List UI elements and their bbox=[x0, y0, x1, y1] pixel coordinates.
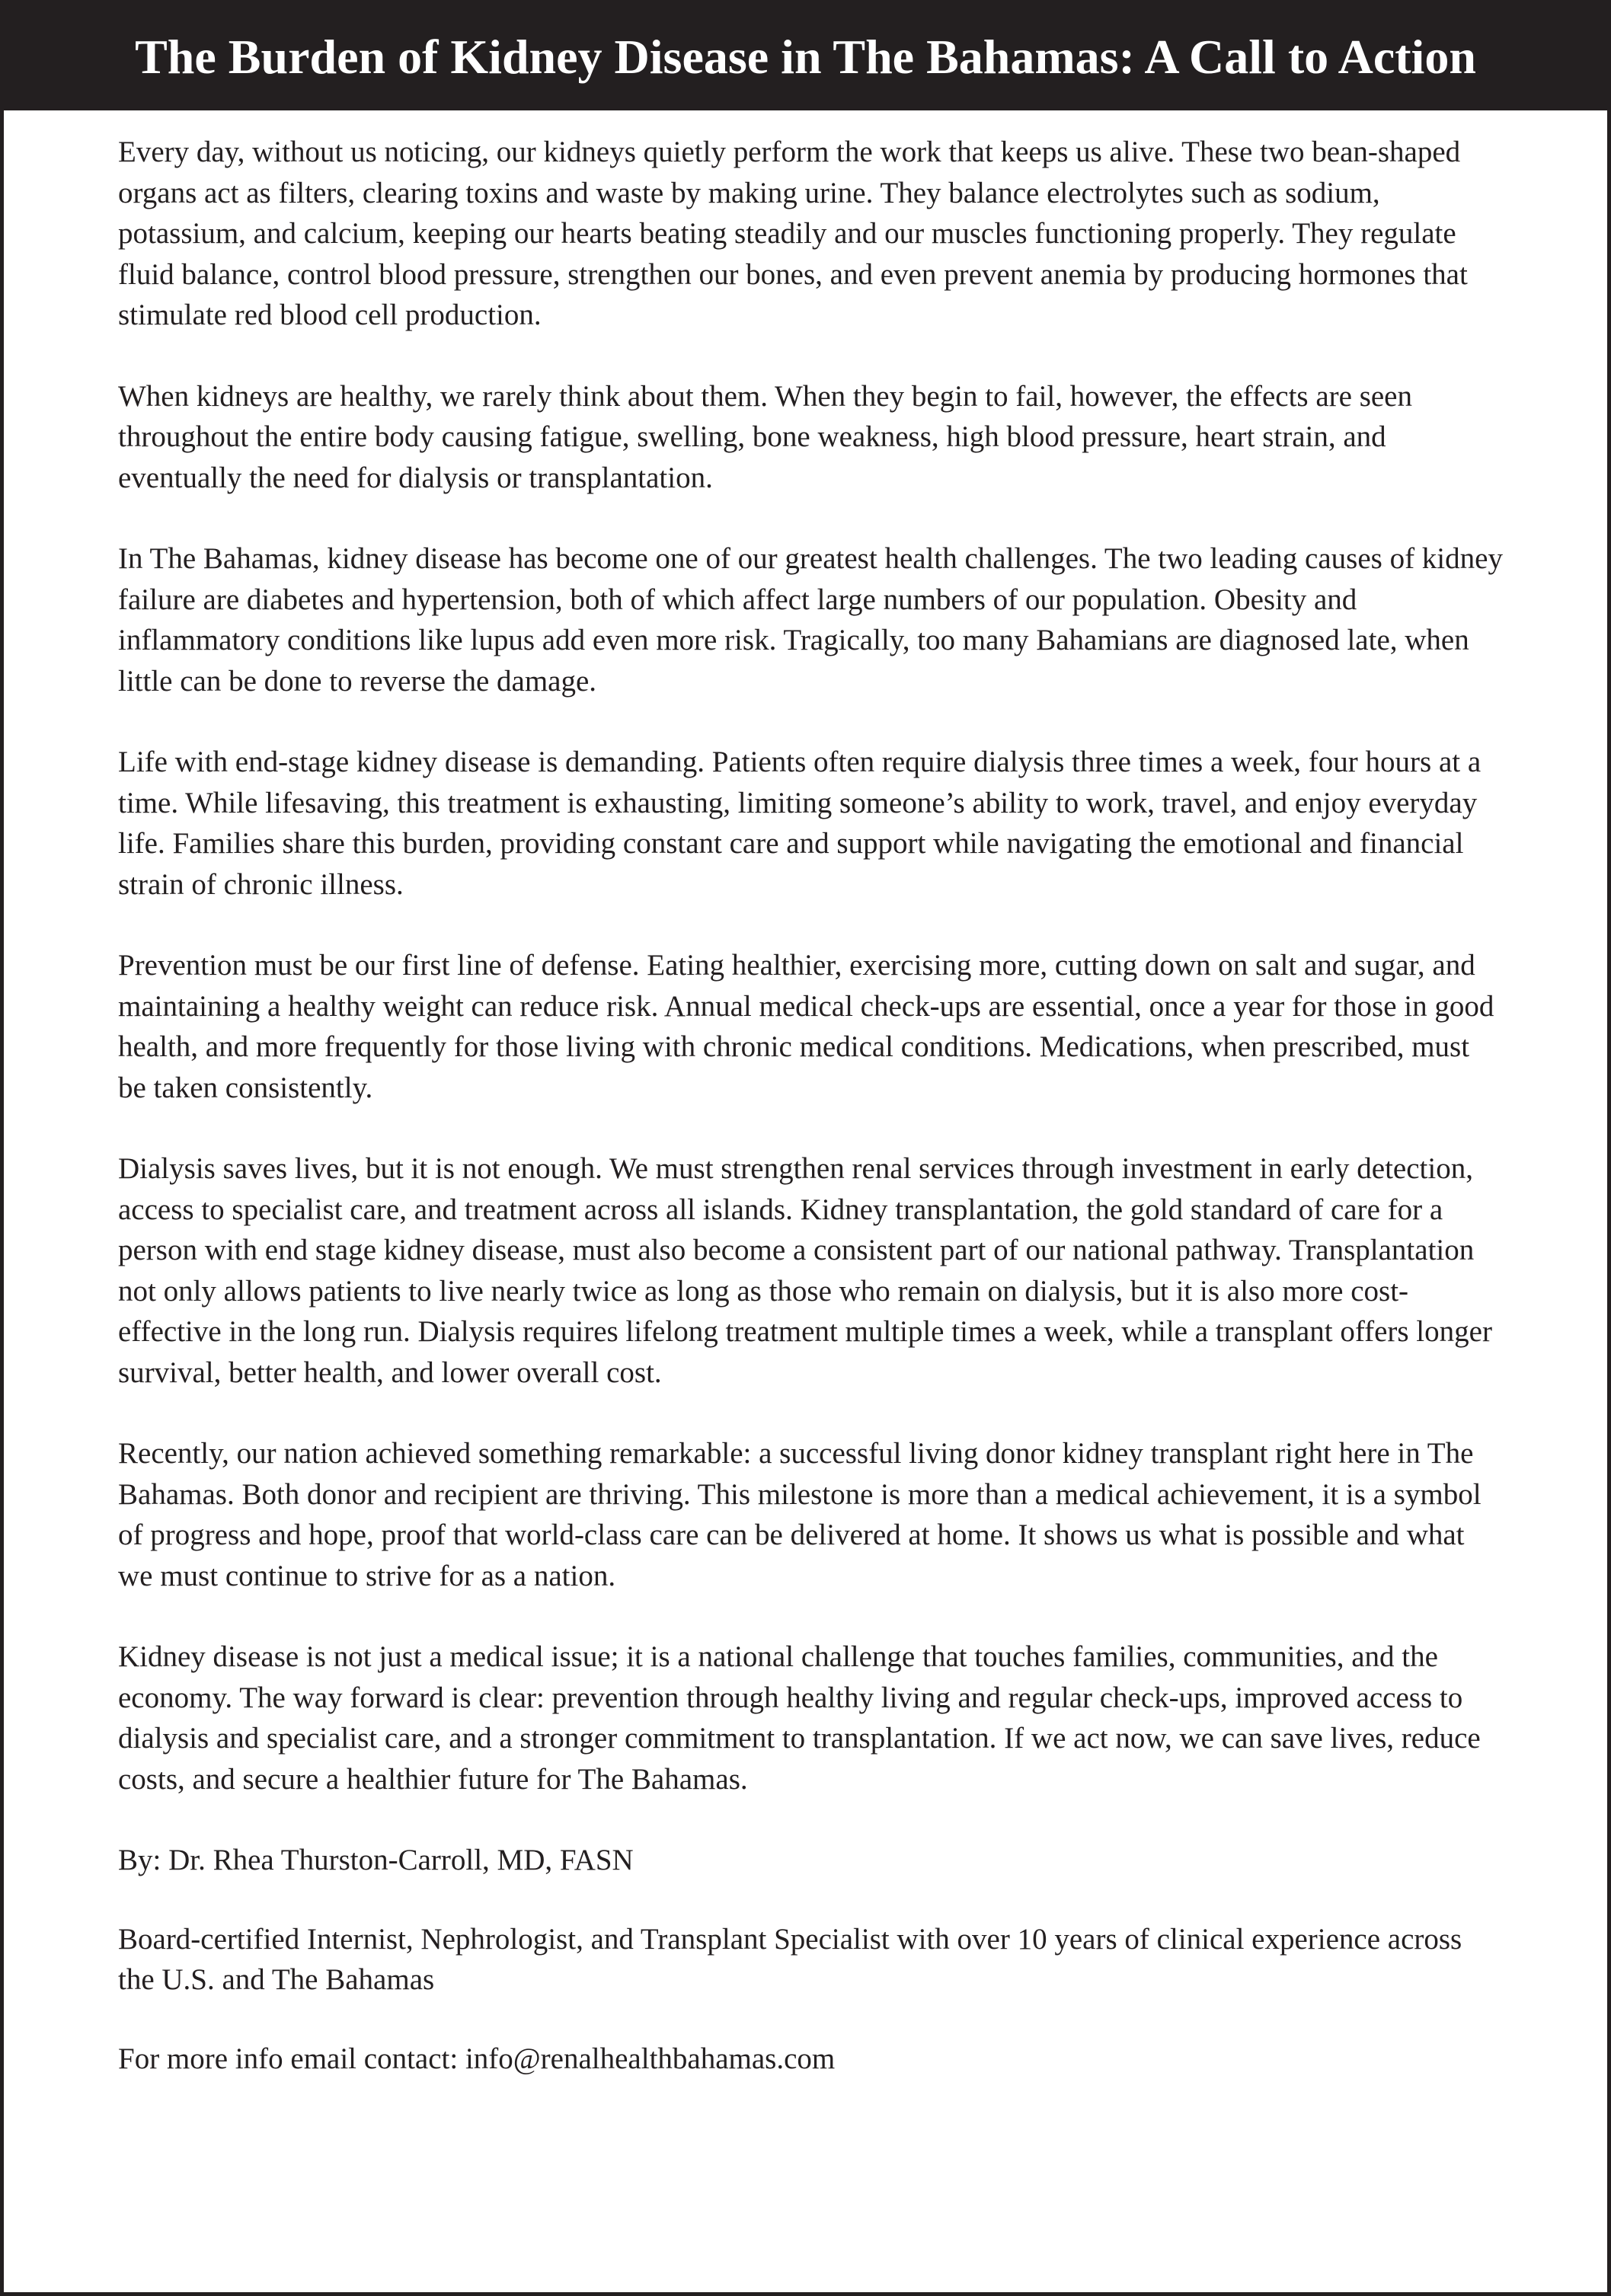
paragraph-kidney-functions: Every day, without us noticing, our kidneys quietly perform the work that keeps us alive. These two bean-shaped organs act as filters, clearing toxins and waste by making urine. They balance electrolytes such as sodium, potassium, and calcium, keeping our hearts beating steadily and our muscles functioning properly. They regulate fluid balance, control blood pressure, strengthen our bones, and even prevent anemia by producing hormones that stimulate red blood cell production. bbox=[118, 136, 1468, 331]
paragraph-life-with-esrd: Life with end-stage kidney disease is demanding. Patients often require dialysis three times a week, four hours at a time. While lifesaving, this treatment is exhausting, limiting someone’s ability to work, travel, and enjoy everyday life. Families share this burden, providing constant care and support while navigating the emotional and financial strain of chronic illness. bbox=[118, 746, 1482, 901]
paragraph-bahamas-challenge: In The Bahamas, kidney disease has become one of our greatest health challenges. The two leading causes of kidney failure are diabetes and hypertension, both of which affect large numbers of our population. Obesity and inflammatory conditions like lupus add even more risk. Tragically, too many Bahamians are diagnosed late, when little can be done to reverse the damage. bbox=[118, 542, 1503, 698]
paragraph-dialysis-transplant: Dialysis saves lives, but it is not enough. We must strengthen renal services through investment in early detection, access to specialist care, and treatment across all islands. Kidney transplantation, the gold standard of care for a person with end stage kidney disease, must also become a consistent part of our national pathway. Transplantation not only allows patients to live nearly twice as long as those who remain on dialysis, but it is also more cost-effective in the long run. Dialysis requires lifelong treatment multiple times a week, while a transplant offers longer survival, better health, and lower overall cost. bbox=[118, 1152, 1492, 1389]
contact-email-line: For more info email contact: info@renalhealthbahamas.com bbox=[118, 2042, 836, 2075]
page-title: The Burden of Kidney Disease in The Bahamas: A Call to Action bbox=[135, 30, 1476, 84]
title-bar bbox=[4, 4, 1607, 110]
paragraph-call-to-action: Kidney disease is not just a medical issue; it is a national challenge that touches families, communities, and the economy. The way forward is clear: prevention through healthy living and regular check-ups, improved access to dialysis and specialist care, and a stronger commitment to transplantation. If we act now, we can save lives, reduce costs, and secure a healthier future for The Bahamas. bbox=[118, 1640, 1481, 1796]
author-byline: By: Dr. Rhea Thurston-Carroll, MD, FASN bbox=[118, 1844, 634, 1876]
paragraph-kidney-failure-effects: When kidneys are healthy, we rarely think about them. When they begin to fail, however, the effects are seen throughout the entire body causing fatigue, swelling, bone weakness, high blood pressure, heart strain, and eventually the need for dialysis or transplantation. bbox=[118, 379, 1412, 494]
paragraph-transplant-milestone: Recently, our nation achieved something remarkable: a successful living donor kidney transplant right here in The Bahamas. Both donor and recipient are thriving. This milestone is more than a medical achievement, it is a symbol of progress and hope, proof that world-class care can be delivered at home. It shows us what is possible and what we must continue to strive for as a nation. bbox=[118, 1437, 1482, 1592]
author-credentials: Board-certified Internist, Nephrologist, and Transplant Specialist with over 10 years of clinical experience across the U.S. and The Bahamas bbox=[118, 1922, 1462, 1996]
paragraph-prevention: Prevention must be our first line of defense. Eating healthier, exercising more, cutting down on salt and sugar, and maintaining a healthy weight can reduce risk. Annual medical check-ups are essential, once a year for those in good health, and more frequently for those living with chronic medical conditions. Medications, when prescribed, must be taken consistently. bbox=[118, 949, 1494, 1104]
article-body bbox=[118, 132, 1504, 2117]
